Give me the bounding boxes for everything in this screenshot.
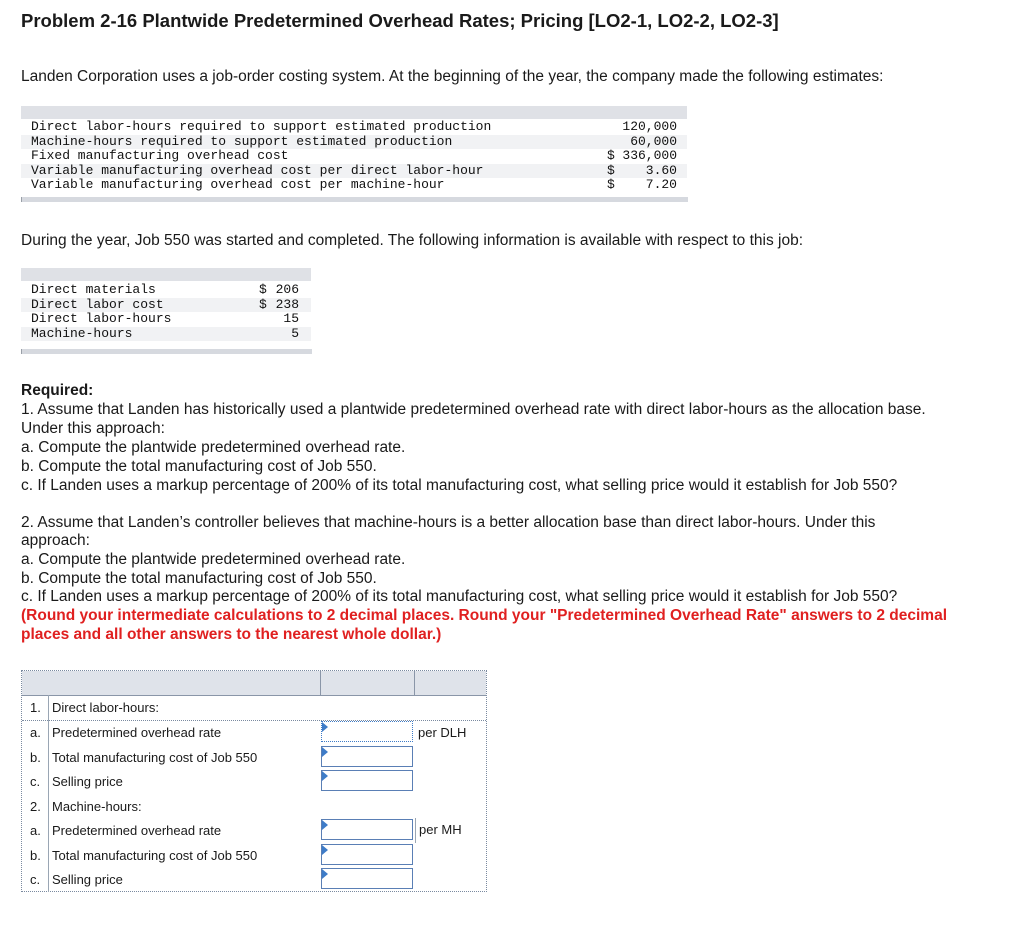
input-marker-icon bbox=[322, 845, 328, 855]
estimate-label: Variable manufacturing overhead cost per machine-hour bbox=[31, 177, 445, 192]
job-label: Direct labor-hours bbox=[31, 311, 172, 326]
row-number: b. bbox=[30, 847, 41, 863]
row-label: Total manufacturing cost of Job 550 bbox=[52, 749, 258, 765]
job-value: 206 bbox=[275, 282, 299, 297]
estimate-currency: $ bbox=[607, 162, 615, 178]
answer-table-header bbox=[22, 671, 486, 696]
header-divider bbox=[320, 671, 321, 695]
estimate-value: 336,000 bbox=[622, 148, 677, 163]
job-currency: $ bbox=[259, 296, 267, 312]
mh-total-cost-input[interactable] bbox=[321, 844, 413, 865]
estimates-table-footer bbox=[21, 197, 688, 202]
estimate-value: 3.60 bbox=[645, 162, 677, 178]
estimate-label: Fixed manufacturing overhead cost bbox=[31, 148, 289, 163]
estimate-currency: $ bbox=[607, 177, 615, 192]
answer-row bbox=[22, 769, 486, 794]
required-line: approach: bbox=[21, 532, 90, 549]
estimate-value: 7.20 bbox=[645, 177, 677, 192]
estimate-value: 120,000 bbox=[622, 119, 677, 134]
estimate-label: Variable manufacturing overhead cost per direct labor-hour bbox=[31, 162, 484, 178]
row-number: a. bbox=[30, 725, 41, 740]
required-line: a. Compute the plantwide predetermined overhead rate. bbox=[21, 439, 406, 456]
input-marker-icon bbox=[322, 771, 328, 781]
row-divider bbox=[48, 794, 49, 819]
answer-table bbox=[21, 670, 487, 892]
estimates-table bbox=[21, 106, 687, 202]
answer-row bbox=[22, 843, 486, 868]
job-intro-text: During the year, Job 550 was started and completed. The following information is available with respect to this job: bbox=[21, 232, 804, 249]
job-label: Direct materials bbox=[31, 282, 156, 297]
job-row bbox=[21, 312, 311, 327]
estimate-row bbox=[21, 120, 687, 135]
required-heading: Required: bbox=[21, 382, 94, 399]
required-line: c. If Landen uses a markup percentage of 200% of its total manufacturing cost, what selling price would it establish for Job 550? bbox=[21, 477, 898, 494]
row-divider bbox=[48, 745, 49, 770]
row-number: 1. bbox=[30, 700, 41, 715]
rounding-note: (Round your intermediate calculations to 2 decimal places. Round your "Predetermined Overhead Rate" answers to 2 decimal bbox=[21, 607, 948, 624]
job-currency: $ bbox=[259, 282, 267, 297]
job-row bbox=[21, 283, 311, 298]
answer-row bbox=[22, 695, 486, 720]
answer-row bbox=[22, 794, 486, 819]
job-table bbox=[21, 268, 311, 354]
problem-title: Problem 2-16 Plantwide Predetermined Overhead Rates; Pricing [LO2-1, LO2-2, LO2-3] bbox=[21, 10, 779, 31]
row-label: Direct labor-hours: bbox=[52, 700, 159, 715]
row-divider bbox=[48, 818, 49, 843]
header-divider bbox=[414, 671, 415, 695]
job-label: Direct labor cost bbox=[31, 296, 164, 312]
input-marker-icon bbox=[322, 722, 328, 732]
row-label: Predetermined overhead rate bbox=[52, 725, 222, 740]
dlh-rate-input[interactable] bbox=[321, 721, 413, 742]
answer-row bbox=[22, 818, 486, 843]
row-divider bbox=[48, 867, 49, 892]
row-number: a. bbox=[30, 823, 41, 838]
input-marker-icon bbox=[322, 820, 328, 830]
row-divider bbox=[48, 720, 49, 745]
row-number: c. bbox=[30, 872, 41, 887]
answer-row bbox=[22, 867, 486, 892]
dlh-total-cost-input[interactable] bbox=[321, 746, 413, 767]
row-number: b. bbox=[30, 749, 41, 765]
job-row bbox=[21, 298, 311, 313]
row-label: Predetermined overhead rate bbox=[52, 823, 222, 838]
rounding-note: places and all other answers to the nearest whole dollar.) bbox=[21, 626, 442, 643]
row-number: c. bbox=[30, 774, 41, 789]
job-table-header bbox=[21, 268, 311, 281]
estimate-row bbox=[21, 164, 687, 179]
unit-label: per MH bbox=[415, 818, 462, 843]
row-label: Total manufacturing cost of Job 550 bbox=[52, 847, 258, 863]
estimates-table-header bbox=[21, 106, 687, 119]
row-label: Machine-hours: bbox=[52, 798, 142, 814]
estimate-label: Direct labor-hours required to support estimated production bbox=[31, 119, 492, 134]
estimate-row bbox=[21, 178, 687, 193]
required-line: 2. Assume that Landen’s controller believes that machine-hours is a better allocation base than direct labor-hours. Under this bbox=[21, 514, 876, 531]
estimate-currency: $ bbox=[607, 148, 615, 163]
estimate-row bbox=[21, 149, 687, 164]
job-value: 5 bbox=[291, 325, 299, 341]
mh-selling-price-input[interactable] bbox=[321, 868, 413, 889]
dlh-selling-price-input[interactable] bbox=[321, 770, 413, 791]
job-value: 238 bbox=[275, 296, 299, 312]
job-table-footer bbox=[21, 349, 312, 354]
input-marker-icon bbox=[322, 869, 328, 879]
unit-label: per DLH bbox=[418, 725, 467, 740]
row-divider bbox=[48, 843, 49, 868]
estimate-label: Machine-hours required to support estimated production bbox=[31, 133, 453, 149]
answer-row bbox=[22, 720, 486, 745]
answer-row bbox=[22, 745, 486, 770]
row-divider bbox=[48, 695, 49, 720]
intro-text: Landen Corporation uses a job-order costing system. At the beginning of the year, the company made the following estimates: bbox=[21, 68, 884, 85]
job-row bbox=[21, 327, 311, 342]
required-line: c. If Landen uses a markup percentage of 200% of its total manufacturing cost, what selling price would it establish for Job 550? bbox=[21, 588, 898, 605]
row-number: 2. bbox=[30, 798, 41, 814]
row-divider bbox=[48, 769, 49, 794]
mh-rate-input[interactable] bbox=[321, 819, 413, 840]
job-label: Machine-hours bbox=[31, 325, 133, 341]
required-line: Under this approach: bbox=[21, 420, 165, 437]
row-label: Selling price bbox=[52, 774, 123, 789]
estimate-row bbox=[21, 135, 687, 150]
required-line: b. Compute the total manufacturing cost of Job 550. bbox=[21, 458, 377, 475]
required-line: a. Compute the plantwide predetermined overhead rate. bbox=[21, 551, 406, 568]
required-line: 1. Assume that Landen has historically used a plantwide predetermined overhead rate with direct labor-hours as the allocation base. bbox=[21, 401, 926, 418]
input-marker-icon bbox=[322, 747, 328, 757]
estimate-value: 60,000 bbox=[630, 133, 677, 149]
required-line: b. Compute the total manufacturing cost of Job 550. bbox=[21, 570, 377, 587]
row-label: Selling price bbox=[52, 872, 123, 887]
job-value: 15 bbox=[283, 311, 299, 326]
